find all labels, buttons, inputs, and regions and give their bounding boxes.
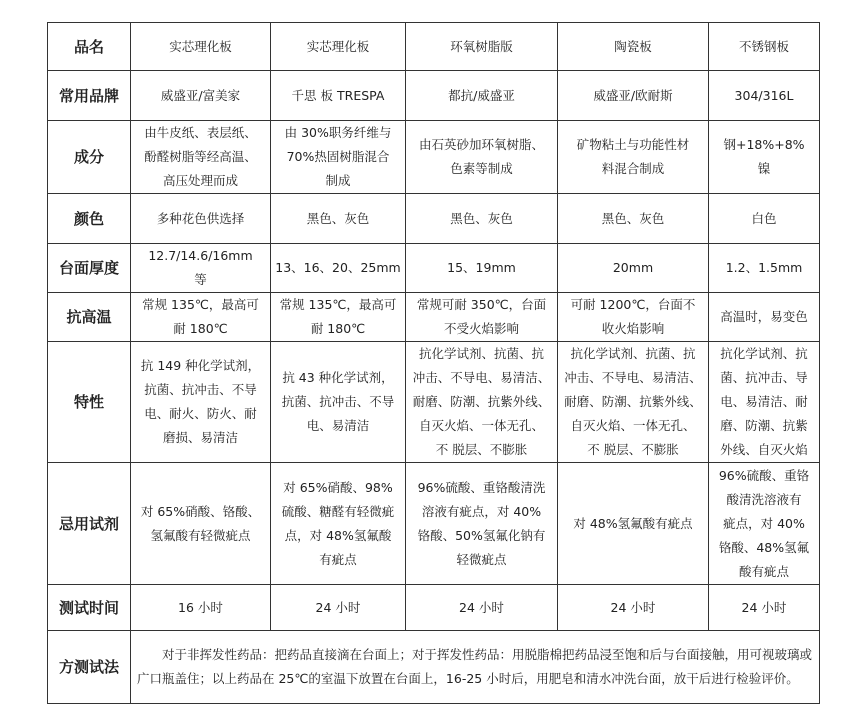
table-row [48,342,820,463]
table-cell: 对 48%氢氟酸有疵点 [558,463,709,585]
table-row [48,585,820,631]
table-cell: 20mm [558,244,709,293]
table-cell: 黑色、灰色 [271,194,406,244]
table-row [48,194,820,244]
table-cell: 陶瓷板 [558,23,709,71]
table-cell: 黑色、灰色 [406,194,558,244]
table-cell: 钢+18%+8% 镍 [709,121,820,194]
table-cell: 可耐 1200℃，台面不 收火焰影响 [558,293,709,342]
table-row [48,23,820,71]
table-cell: 实芯理化板 [131,23,271,71]
table-row [48,463,820,585]
table-cell: 常规 135℃，最高可 耐 180℃ [271,293,406,342]
table-cell: 环氧树脂版 [406,23,558,71]
row-header: 特性 [48,342,131,463]
table-cell: 96%硫酸、重铬酸清洗 溶液有疵点，对 40% 铬酸、50%氢氟化钠有 轻微疵点 [406,463,558,585]
table-cell: 24 小时 [558,585,709,631]
row-header: 忌用试剂 [48,463,131,585]
table-cell: 15、19mm [406,244,558,293]
table-cell: 千思 板 TRESPA [271,71,406,121]
table-cell: 抗 149 种化学试剂， 抗菌、抗冲击、不导 电、耐火、防火、耐 磨损、易清洁 [131,342,271,463]
row-header: 测试时间 [48,585,131,631]
table-cell: 常规 135℃，最高可 耐 180℃ [131,293,271,342]
table-row [48,244,820,293]
table-cell: 96%硫酸、重铬 酸清洗溶液有 疵点，对 40% 铬酸、48%氢氟 酸有疵点 [709,463,820,585]
table-cell: 24 小时 [271,585,406,631]
table-cell: 抗 43 种化学试剂， 抗菌、抗冲击、不导 电、易清洁 [271,342,406,463]
table-cell: 13、16、20、25mm [271,244,406,293]
comparison-table [47,22,820,704]
row-header: 台面厚度 [48,244,131,293]
table-cell: 24 小时 [406,585,558,631]
table-cell: 高温时，易变色 [709,293,820,342]
table-cell: 抗化学试剂、抗菌、抗 冲击、不导电、易清洁、 耐磨、防潮、抗紫外线、 自灭火焰、一体无孔、 不 脱层、不膨胀 [406,342,558,463]
table-cell: 24 小时 [709,585,820,631]
table-cell: 实芯理化板 [271,23,406,71]
method-row [48,631,820,704]
table-cell: 抗化学试剂、抗 菌、抗冲击、导 电、易清洁、耐 磨、防潮、抗紫 外线、自灭火焰 [709,342,820,463]
table-cell: 黑色、灰色 [558,194,709,244]
table-cell: 常规可耐 350℃，台面 不受火焰影响 [406,293,558,342]
row-header: 颜色 [48,194,131,244]
table-row [48,121,820,194]
row-header: 品名 [48,23,131,71]
table-cell: 抗化学试剂、抗菌、抗 冲击、不导电、易清洁、 耐磨、防潮、抗紫外线、 自灭火焰、一体无孔、 不 脱层、不膨胀 [558,342,709,463]
table-body [48,23,820,704]
table-cell: 由 30%职务纤维与 70%热固树脂混合 制成 [271,121,406,194]
table-cell: 都抗/威盛亚 [406,71,558,121]
row-header: 方测试法 [48,631,131,704]
table-cell: 对 65%硝酸、铬酸、 氢氟酸有轻微疵点 [131,463,271,585]
table-row [48,293,820,342]
table-row [48,71,820,121]
row-header: 成分 [48,121,131,194]
table-cell: 由石英砂加环氧树脂、 色素等制成 [406,121,558,194]
table-cell: 16 小时 [131,585,271,631]
table-cell: 威盛亚/富美家 [131,71,271,121]
row-header: 常用品牌 [48,71,131,121]
table-cell: 白色 [709,194,820,244]
table-cell: 多种花色供选择 [131,194,271,244]
table-cell: 不锈钢板 [709,23,820,71]
table-cell: 对 65%硝酸、98% 硫酸、糖醛有轻微疵 点，对 48%氢氟酸 有疵点 [271,463,406,585]
table-cell: 304/316L [709,71,820,121]
table-cell: 矿物粘土与功能性材 料混合制成 [558,121,709,194]
table-cell: 由牛皮纸、表层纸、 酚醛树脂等经高温、 高压处理而成 [131,121,271,194]
table-cell: 12.7/14.6/16mm 等 [131,244,271,293]
method-text: 对于非挥发性药品：把药品直接滴在台面上；对于挥发性药品：用脱脂棉把药品浸至饱和后与台面接触，用可视玻璃或广口瓶盖住；以上药品在 25℃的室温下放置在台面上，16-25 小时后，用肥皂和清水冲洗台面，放干后进行检验评价。 [131,631,820,704]
table-cell: 1.2、1.5mm [709,244,820,293]
row-header: 抗高温 [48,293,131,342]
table-cell: 威盛亚/欧耐斯 [558,71,709,121]
